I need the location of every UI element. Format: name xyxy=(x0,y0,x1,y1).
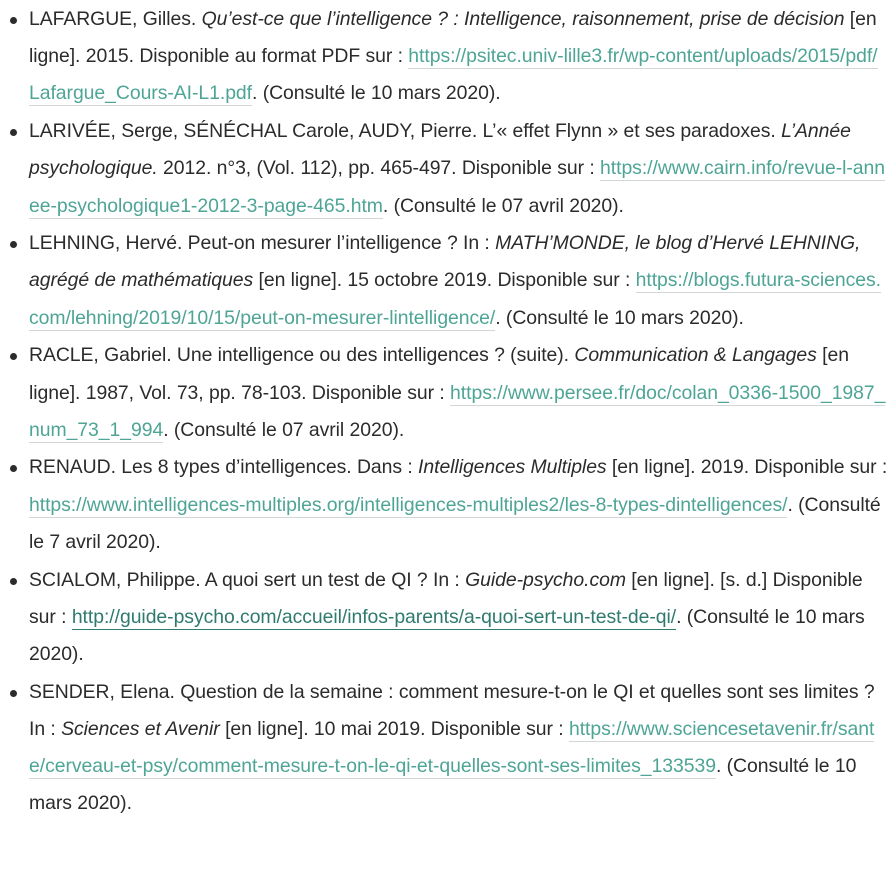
entry-consulted: . (Consulté le 10 mars 2020). xyxy=(29,605,865,665)
bibliography-entry xyxy=(0,449,892,561)
entry-title: Qu’est-ce que l’intelligence ? : Intelligence, raisonnement, prise de décision xyxy=(201,8,845,30)
bullet-icon xyxy=(10,465,17,472)
entry-consulted: . (Consulté le 10 mars 2020). xyxy=(29,755,857,815)
entry-consulted: . (Consulté le 07 avril 2020). xyxy=(163,418,405,441)
entry-details: [en ligne]. 2019. Disponible sur : xyxy=(611,456,888,479)
entry-title: L’Année psychologique. xyxy=(29,120,851,180)
entry-link[interactable]: https://www.sciencesetavenir.fr/sante/cerveau-et-psy/comment-mesure-t-on-le-qi-et-quelles-sont-ses-limites_133539 xyxy=(29,717,875,778)
entry-title: Guide-psycho.com xyxy=(465,568,626,591)
entry-author: LAFARGUE, Gilles. xyxy=(29,8,197,30)
entry-details: 2012. n°3, (Vol. 112), pp. 465-497. Disponible sur : xyxy=(163,157,595,180)
bullet-icon xyxy=(10,129,17,136)
bullet-icon xyxy=(10,17,17,24)
bibliography-entry xyxy=(0,562,892,674)
bibliography-list xyxy=(0,1,892,822)
bibliography-entry xyxy=(0,113,892,225)
entry-details: [en ligne]. 2015. Disponible au format PDF sur : xyxy=(29,8,877,68)
bullet-icon xyxy=(10,578,17,585)
bullet-icon xyxy=(10,690,17,697)
bibliography-entry xyxy=(0,1,892,113)
entry-consulted: . (Consulté le 07 avril 2020). xyxy=(382,194,624,217)
bullet-icon xyxy=(10,241,17,248)
entry-link[interactable]: https://www.persee.fr/doc/colan_0336-1500_1987_num_73_1_994 xyxy=(29,381,886,441)
entry-link[interactable]: https://blogs.futura-sciences.com/lehning/2019/10/15/peut-on-mesurer-lintelligence/ xyxy=(29,269,881,329)
entry-link[interactable]: https://www.cairn.info/revue-l-annee-psychologique1-2012-3-page-465.htm xyxy=(29,157,886,217)
entry-author: LEHNING, Hervé. Peut-on mesurer l’intelligence ? In : xyxy=(29,232,490,255)
entry-link[interactable]: https://www.intelligences-multiples.org/intelligences-multiples2/les-8-types-dintelligences/ xyxy=(29,493,788,516)
entry-author: LARIVÉE, Serge, SÉNÉCHAL Carole, AUDY, Pierre. L’« effet Flynn » et ses paradoxes. xyxy=(29,120,776,143)
entry-consulted: . (Consulté le 7 avril 2020). xyxy=(29,493,881,553)
entry-title: MATH’MONDE, le blog d’Hervé LEHNING, agrégé de mathématiques xyxy=(29,232,861,292)
entry-details: [en ligne]. 1987, Vol. 73, pp. 78-103. Disponible sur : xyxy=(29,344,849,404)
entry-link[interactable]: https://psitec.univ-lille3.fr/wp-content/uploads/2015/pdf/Lafargue_Cours-AI-L1.pdf xyxy=(29,45,878,105)
entry-author: RACLE, Gabriel. Une intelligence ou des intelligences ? (suite). xyxy=(29,344,570,367)
entry-author: SENDER, Elena. Question de la semaine : comment mesure-t-on le QI et quelles sont ses limites ? In : xyxy=(29,680,875,740)
entry-details: [en ligne]. [s. d.] Disponible sur : xyxy=(29,568,863,628)
entry-author: RENAUD. Les 8 types d’intelligences. Dans : xyxy=(29,456,413,479)
bullet-icon xyxy=(10,353,17,360)
entry-consulted: . (Consulté le 10 mars 2020). xyxy=(495,306,744,329)
entry-author: SCIALOM, Philippe. A quoi sert un test de QI ? In : xyxy=(29,568,460,591)
entry-title: Intelligences Multiples xyxy=(418,456,607,479)
entry-details: [en ligne]. 15 octobre 2019. Disponible sur : xyxy=(258,269,631,292)
entry-details: [en ligne]. 10 mai 2019. Disponible sur : xyxy=(225,717,564,740)
entry-title: Communication & Langages xyxy=(574,344,817,367)
bibliography-entry xyxy=(0,674,892,823)
entry-title: Sciences et Avenir xyxy=(61,717,220,740)
bibliography-entry xyxy=(0,337,892,449)
entry-link[interactable]: http://guide-psycho.com/accueil/infos-parents/a-quoi-sert-un-test-de-qi/ xyxy=(71,605,677,628)
entry-consulted: . (Consulté le 10 mars 2020). xyxy=(252,82,501,105)
bibliography-entry xyxy=(0,225,892,337)
